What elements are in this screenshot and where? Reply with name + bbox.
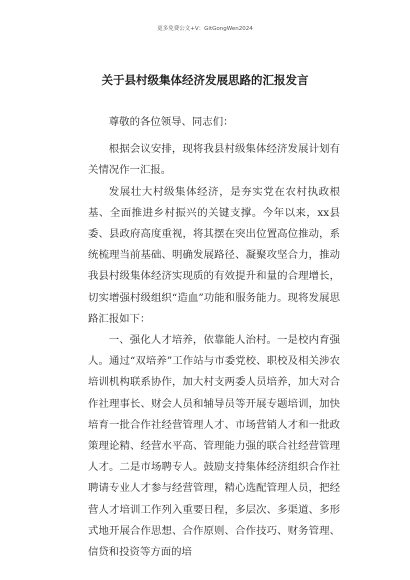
paragraph: 一、强化人才培养，依靠能人治村。一是校内育强人。通过“双培养”工作站与市委党校、职校及相关涉农培训机构联系协作，加大村支两委人员培养，加大对合作社理事长、财会人员和辅导员等开展专题培训，加快培育一批合作社经营管理人才、市场营销人才和一批政策理论精、经营水平高、管理能力强的联合社经营管理人才。二是市场聘专人。鼓励支持集体经济组织合作社聘请专业人才参与经营管理，精心选配管理人员，把经营人才培训工作列入重要日程，多层次、多渠道、多形式地开展合作思想、合作原则、合作技巧、财务管理、信贷和投资等方面的培 [88,334,340,559]
document-body [88,112,340,563]
document-title: 关于县村级集体经济发展思路的汇报发言 [101,73,309,87]
paragraph: 根据会议安排，现将我县村级集体经济发展计划有关情况作一汇报。 [88,143,340,177]
paragraph: 发展壮大村级集体经济，是夯实党在农村执政根基、全面推进乡村振兴的关键支撑。今年以来，xx县委、县政府高度重视，将其摆在突出位置高位推动，系统梳理当前基础、明确发展路径、凝聚攻坚合力，推动我县村级集体经济实现质的有效提升和量的合理增长，切实增强村级组织“造血”功能和服务能力。现将发展思路汇报如下： [88,185,340,325]
salutation: 尊敬的各位领导、同志们： [108,116,234,128]
header-note: 更多免费公文+V：GitGongWen2024 [157,26,253,32]
